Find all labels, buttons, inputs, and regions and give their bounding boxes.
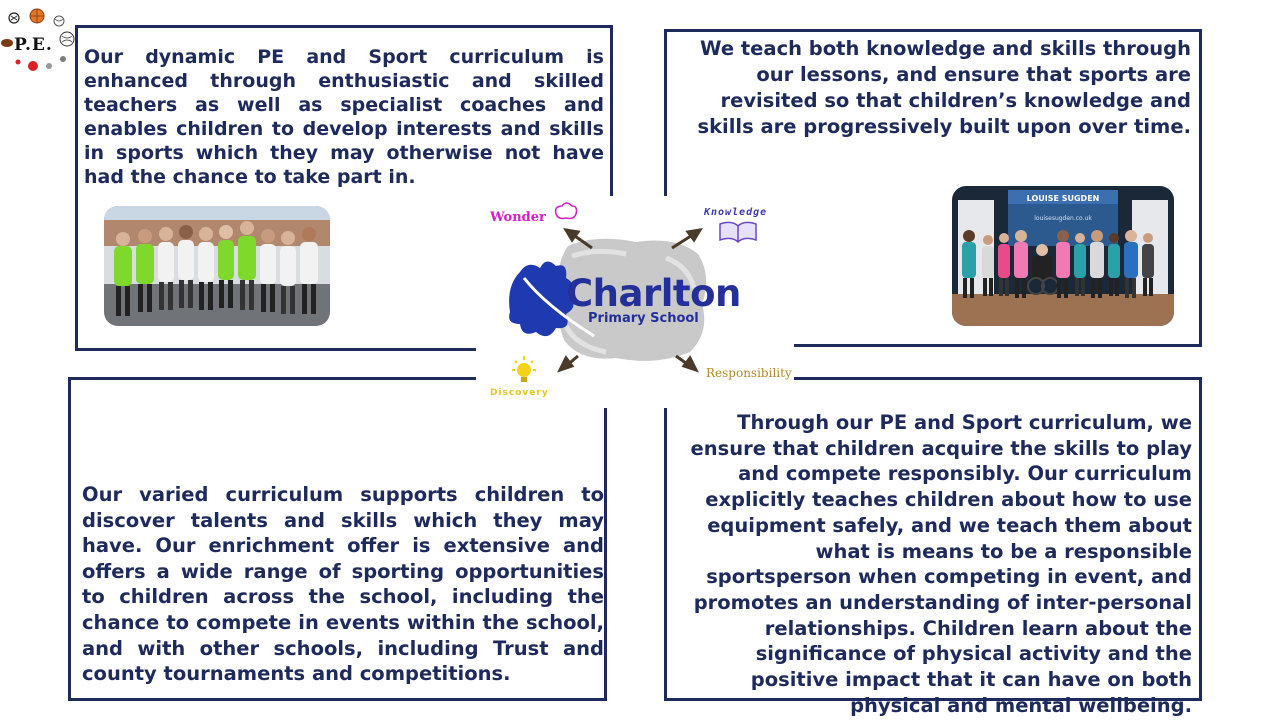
event-banner-text: LOUISE SUGDEN [1026, 194, 1100, 203]
school-subtitle: Primary School [588, 311, 699, 326]
value-wonder: Wonder [490, 210, 546, 225]
value-responsibility: Responsibility [706, 366, 792, 380]
team-photo [104, 206, 330, 326]
lightbulb-icon [512, 356, 536, 382]
value-knowledge: Knowledge [704, 207, 768, 218]
book-icon [720, 222, 756, 242]
event-site-text: louisesugden.co.uk [1034, 215, 1092, 222]
value-discovery: Discovery [490, 388, 549, 398]
pe-logo [0, 6, 78, 72]
school-name: Charlton [566, 272, 741, 315]
event-photo [952, 186, 1174, 326]
cloud-icon [556, 203, 577, 219]
panel-bottom-left [68, 377, 607, 701]
panel-bottom-right-text: Through our PE and Sport curriculum, we ensure that children acquire the skills to play and compete responsibly. Our curriculum explicitly teaches children about how to use equipment safely, and we teach them about what is means to be a responsible sportsperson when competing in event, and promotes an understanding of inter-personal relationships. Children learn about the significance of physical activity and the positive impact that it can have on both physical and mental wellbeing. [690, 411, 1192, 717]
panel-top-left-text: Our dynamic PE and Sport curriculum is enhanced through enthusiastic and skilled teachers as well as specialist coaches and enables children to develop interests and skills in sports which they may otherwise not have had the chance to take part in. [84, 46, 604, 188]
panel-bottom-right [664, 377, 1202, 717]
panel-top-right-text: We teach both knowledge and skills through our lessons, and ensure that sports are revisited so that children’s knowledge and skills are progressively built upon over time. [697, 37, 1191, 138]
pe-label: P.E. [14, 35, 53, 55]
panel-bottom-left-text: Our varied curriculum supports children to discover talents and skills which they may have. Our enrichment offer is extensive and offers a wide range of sporting opportunities to children across the school, including the chance to compete in events within the school, and with other schools, including Trust and county tournaments and competitions. [82, 483, 604, 686]
